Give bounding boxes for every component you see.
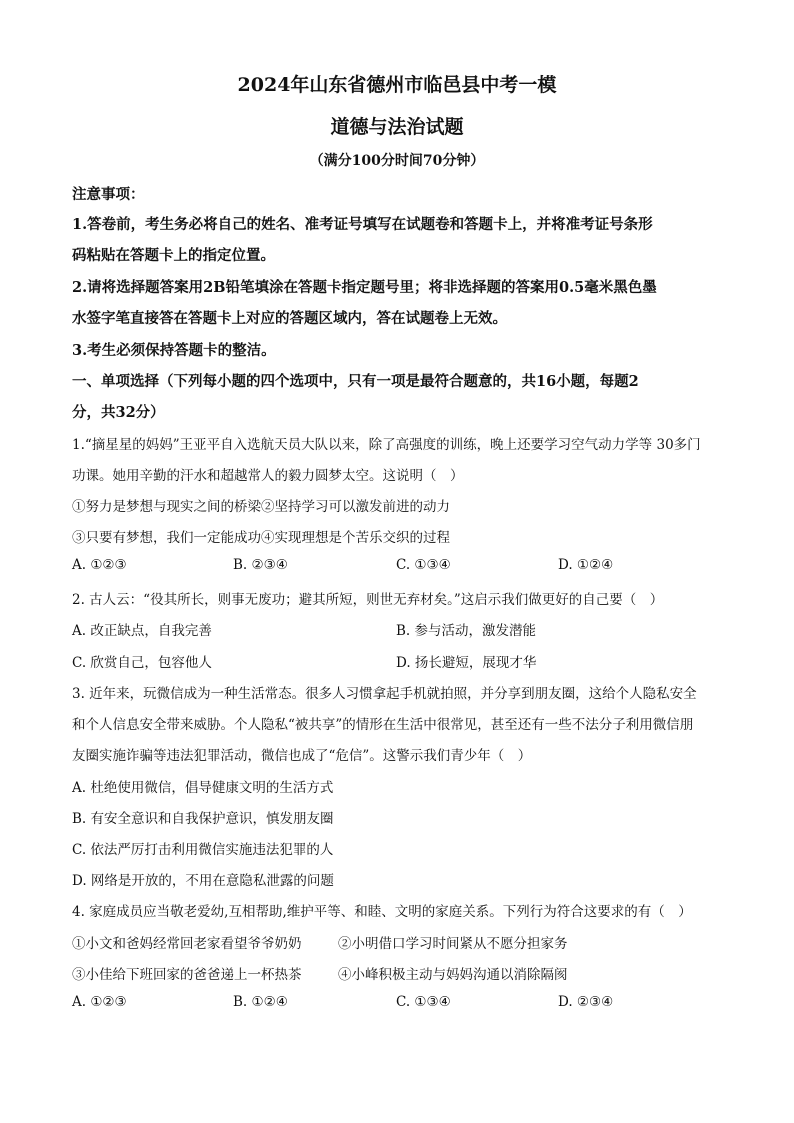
q1-option-b: B. ②③④ [233, 557, 288, 573]
q4-statement-1: ①小文和爸妈经常回老家看望爷爷奶奶 [72, 936, 302, 952]
q3-option-c: C. 依法严厉打击利用微信实施违法犯罪的人 [72, 842, 334, 858]
q3-stem-line2: 和个人信息安全带来威胁。个人隐私“被共享”的情形在生活中很常见，甚至还有一些不法分子利用微信朋 [72, 717, 694, 733]
section-heading: 一、单项选择（下列每小题的四个选项中，只有一项是最符合题意的，共16小题，每题2 [72, 373, 639, 390]
exam-title: 2024年山东省德州市临邑县中考一模 [237, 74, 557, 96]
notice-heading: 注意事项： [72, 186, 145, 203]
score-info: （满分100分时间70分钟） [309, 153, 485, 169]
q4-stem: 4. 家庭成员应当敬老爱幼,互相帮助,维护平等、和睦、文明的家庭关系。下列行为符合这要求的有（ ） [72, 904, 692, 920]
q3-option-d: D. 网络是开放的，不用在意隐私泄露的问题 [72, 873, 334, 889]
q1-statements-1: ①努力是梦想与现实之间的桥梁②坚持学习可以激发前进的动力 [72, 499, 450, 515]
q4-statement-2: ②小明借口学习时间紧从不愿分担家务 [338, 936, 568, 952]
q1-stem-line1: 1.“摘星星的妈妈”王亚平自入选航天员大队以来，除了高强度的训练，晚上还要学习空气动力学等 30多门 [72, 437, 701, 453]
q4-statement-3: ③小佳给下班回家的爸爸递上一杯热茶 [72, 967, 302, 983]
q1-option-d: D. ①②④ [558, 557, 614, 573]
q2-option-d: D. 扬长避短，展现才华 [396, 655, 537, 671]
q4-option-d: D. ②③④ [558, 994, 614, 1010]
notice-item-1b: 码粘贴在答题卡上的指定位置。 [72, 247, 275, 264]
q4-option-a: A. ①②③ [72, 994, 127, 1010]
q1-statements-2: ③只要有梦想，我们一定能成功④实现理想是个苦乐交织的过程 [72, 530, 450, 546]
q1-stem-line2: 功课。她用辛勤的汗水和超越常人的毅力圆梦太空。这说明（ ） [72, 468, 464, 484]
q2-option-c: C. 欣赏自己，包容他人 [72, 655, 212, 671]
notice-item-2b: 水签字笔直接答在答题卡上对应的答题区域内，答在试题卷上无效。 [72, 310, 507, 327]
q3-stem-line1: 3. 近年来，玩微信成为一种生活常态。很多人习惯拿起手机就拍照，并分享到朋友圈，这给个人隐私安全 [72, 686, 697, 702]
q2-stem: 2. 古人云：“役其所长，则事无废功；避其所短，则世无弃材矣。”这启示我们做更好的自己要（ ） [72, 592, 664, 608]
section-heading-cont: 分，共32分） [72, 404, 165, 421]
notice-item-2a: 2.请将选择题答案用2B铅笔填涂在答题卡指定题号里；将非选择题的答案用0.5毫米黑色墨 [72, 279, 657, 296]
q4-statement-4: ④小峰积极主动与妈妈沟通以消除隔阂 [338, 967, 568, 983]
q1-option-c: C. ①③④ [396, 557, 451, 573]
q2-option-b: B. 参与活动，激发潜能 [396, 623, 537, 639]
q4-option-b: B. ①②④ [233, 994, 288, 1010]
q4-option-c: C. ①③④ [396, 994, 451, 1010]
notice-item-1a: 1.答卷前，考生务必将自己的姓名、准考证号填写在试题卷和答题卡上，并将准考证号条形 [72, 216, 653, 233]
exam-subtitle: 道德与法治试题 [330, 116, 464, 138]
q2-option-a: A. 改正缺点，自我完善 [72, 623, 212, 639]
q1-option-a: A. ①②③ [72, 557, 127, 573]
q3-stem-line3: 友圈实施诈骗等违法犯罪活动，微信也成了“危信”。这警示我们青少年（ ） [72, 748, 532, 764]
q3-option-a: A. 杜绝使用微信，倡导健康文明的生活方式 [72, 780, 334, 796]
notice-item-3: 3.考生必须保持答题卡的整洁。 [72, 342, 276, 359]
q3-option-b: B. 有安全意识和自我保护意识，慎发朋友圈 [72, 811, 334, 827]
